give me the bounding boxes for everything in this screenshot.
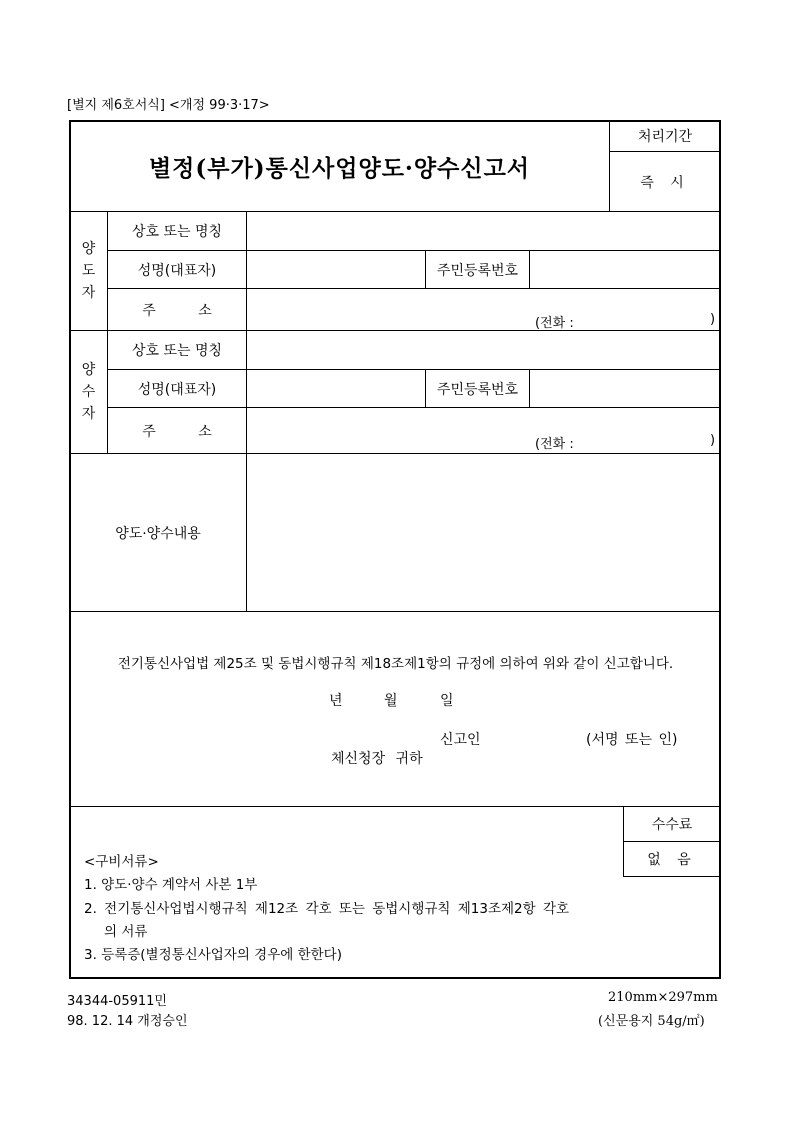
date-year-label: 년 bbox=[329, 693, 343, 709]
transferor-group-label: 양 도 자 bbox=[81, 241, 96, 301]
fee-label: 수수료 bbox=[651, 817, 693, 833]
transferor-reg-label: 주민등록번호 bbox=[436, 262, 519, 279]
transferor-phone-close: ) bbox=[710, 312, 716, 327]
recipient-label: 체신청장 귀하 bbox=[331, 751, 423, 767]
footer-code: 34344-05911민 bbox=[67, 994, 167, 1009]
footer-approval: 98. 12. 14 개정승인 bbox=[67, 1014, 188, 1029]
required-doc-item: 3. 등록증(별정통신사업자의 경우에 한한다) bbox=[84, 947, 342, 963]
transferee-phone-close: ) bbox=[710, 433, 716, 448]
required-doc-item: 2. 전기통신사업법시행규칙 제12조 각호 또는 동법시행규칙 제13조제2항 각호 bbox=[84, 901, 570, 917]
required-doc-item: 1. 양도·양수 계약서 사본 1부 bbox=[84, 877, 258, 893]
date-month-label: 월 bbox=[384, 693, 398, 709]
content-label: 양도·양수내용 bbox=[115, 525, 201, 542]
footer-paper-type: (신문용지 54g/㎡) bbox=[598, 1014, 705, 1029]
required-docs-title: <구비서류> bbox=[84, 854, 159, 870]
footer-paper-size: 210mm×297mm bbox=[608, 990, 718, 1005]
transferor-address-label: 주 소 bbox=[142, 302, 212, 319]
transferee-rep-field[interactable] bbox=[247, 370, 425, 407]
transferee-address-field[interactable] bbox=[247, 408, 720, 453]
signature-label: (서명 또는 인) bbox=[586, 732, 678, 748]
transferor-rep-field[interactable] bbox=[247, 251, 425, 288]
processing-period-label: 처리기간 bbox=[637, 129, 693, 145]
fee-value: 없 음 bbox=[647, 852, 697, 868]
transferee-address-label: 주 소 bbox=[142, 423, 212, 440]
form-title: 별정(부가)통신사업양도·양수신고서 bbox=[148, 154, 531, 182]
transferee-name-field[interactable] bbox=[247, 331, 720, 369]
transferor-phone-label: (전화 : bbox=[535, 316, 574, 331]
transferor-rep-label: 성명(대표자) bbox=[137, 262, 217, 279]
form-number: [별지 제6호서식] <개정 99·3·17> bbox=[67, 98, 270, 113]
transferor-name-label: 상호 또는 명칭 bbox=[131, 224, 223, 240]
content-field[interactable] bbox=[247, 454, 720, 611]
reporter-label: 신고인 bbox=[440, 732, 481, 748]
statement-text: 전기통신사업법 제25조 및 동법시행규칙 제18조제1항의 규정에 의하여 위와 같이 신고합니다. bbox=[117, 656, 674, 672]
transferee-reg-label: 주민등록번호 bbox=[436, 381, 519, 398]
transferee-reg-field[interactable] bbox=[530, 370, 720, 407]
transferor-reg-field[interactable] bbox=[530, 251, 720, 288]
transferor-address-field[interactable] bbox=[247, 289, 720, 330]
transferee-rep-label: 성명(대표자) bbox=[137, 381, 217, 398]
reporter-signature-field[interactable] bbox=[490, 727, 580, 747]
required-doc-item: 의 서류 bbox=[104, 924, 148, 940]
transferee-name-label: 상호 또는 명칭 bbox=[131, 343, 223, 359]
date-day-label: 일 bbox=[440, 693, 454, 709]
transferee-phone-label: (전화 : bbox=[535, 437, 574, 452]
transferor-name-field[interactable] bbox=[247, 212, 720, 250]
transferee-group-label: 양 수 자 bbox=[81, 362, 96, 422]
processing-period-value: 즉 시 bbox=[640, 174, 690, 191]
